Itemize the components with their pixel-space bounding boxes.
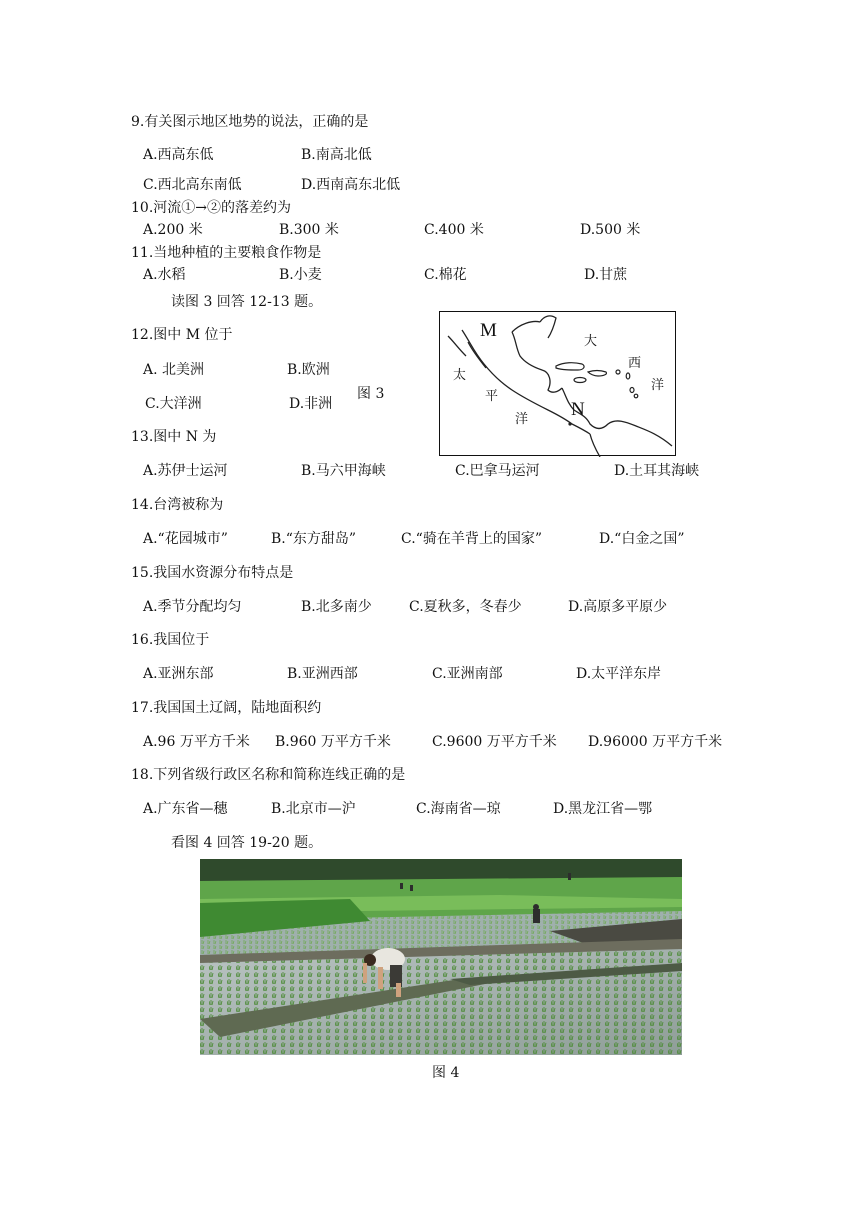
q16-option-c: C.亚洲南部 xyxy=(432,666,503,682)
map-label-atlantic-2: 西 xyxy=(628,356,642,371)
q12-option-c: C.大洋洲 xyxy=(145,396,202,412)
q18-option-a: A.广东省—穗 xyxy=(143,801,228,817)
map-label-m: M xyxy=(480,320,497,341)
q16-option-b: B.亚洲西部 xyxy=(287,666,358,682)
q17-option-a: A.96 万平方千米 xyxy=(143,734,250,750)
q11-option-a: A.水稻 xyxy=(143,267,186,283)
q18-option-d: D.黑龙江省—鄂 xyxy=(553,801,653,817)
q17-option-d: D.96000 万平方千米 xyxy=(588,734,723,750)
map-label-atlantic-3: 洋 xyxy=(651,378,665,393)
figure-3-caption: 图 3 xyxy=(357,386,385,402)
q17-option-c: C.9600 万平方千米 xyxy=(432,734,557,750)
q9-option-b: B.南高北低 xyxy=(301,147,372,163)
q12-option-a: A. 北美洲 xyxy=(143,362,205,378)
question-13-stem: 13.图中 N 为 xyxy=(131,429,217,445)
q9-option-d: D.西南高东北低 xyxy=(301,177,401,193)
figure-4-photo xyxy=(200,859,682,1055)
q15-option-a: A.季节分配均匀 xyxy=(143,599,242,615)
map-label-pacific-2: 平 xyxy=(485,389,499,404)
question-15-stem: 15.我国水资源分布特点是 xyxy=(131,565,294,581)
q15-option-b: B.北多南少 xyxy=(301,599,372,615)
q14-option-a: A.“花园城市” xyxy=(143,531,228,547)
q16-option-a: A.亚洲东部 xyxy=(143,666,214,682)
map-label-atlantic-1: 大 xyxy=(584,334,598,349)
question-18-stem: 18.下列省级行政区名称和简称连线正确的是 xyxy=(131,767,406,783)
q18-option-b: B.北京市—沪 xyxy=(271,801,356,817)
q14-option-b: B.“东方甜岛” xyxy=(271,531,357,547)
q11-option-d: D.甘蔗 xyxy=(584,267,628,283)
question-16-stem: 16.我国位于 xyxy=(131,632,210,648)
q12-option-b: B.欧洲 xyxy=(287,362,330,378)
map-label-pacific-1: 太 xyxy=(453,368,467,383)
q13-option-b: B.马六甲海峡 xyxy=(301,463,386,479)
question-11-stem: 11.当地种植的主要粮食作物是 xyxy=(131,245,322,261)
q13-option-d: D.土耳其海峡 xyxy=(614,463,700,479)
figure-3-map xyxy=(439,311,676,456)
q10-option-d: D.500 米 xyxy=(580,222,641,238)
q10-option-a: A.200 米 xyxy=(143,222,203,238)
q9-option-a: A.西高东低 xyxy=(143,147,214,163)
q17-option-b: B.960 万平方千米 xyxy=(275,734,391,750)
question-10-stem: 10.河流①→②的落差约为 xyxy=(131,200,291,216)
q14-option-c: C.“骑在羊背上的国家” xyxy=(401,531,542,547)
q14-option-d: D.“白金之国” xyxy=(599,531,685,547)
q10-option-b: B.300 米 xyxy=(279,222,339,238)
read-figure-4-instruction: 看图 4 回答 19-20 题。 xyxy=(171,835,323,851)
q10-option-c: C.400 米 xyxy=(424,222,484,238)
map-label-pacific-3: 洋 xyxy=(515,412,529,427)
read-figure-3-instruction: 读图 3 回答 12-13 题。 xyxy=(171,294,323,310)
q15-option-d: D.高原多平原少 xyxy=(568,599,668,615)
question-17-stem: 17.我国国土辽阔，陆地面积约 xyxy=(131,700,322,716)
question-12-stem: 12.图中 M 位于 xyxy=(131,327,233,343)
q11-option-c: C.棉花 xyxy=(424,267,467,283)
question-9-stem: 9.有关图示地区地势的说法，正确的是 xyxy=(131,114,369,130)
q11-option-b: B.小麦 xyxy=(279,267,322,283)
q13-option-c: C.巴拿马运河 xyxy=(455,463,540,479)
rice-paddy-photo xyxy=(200,859,682,1055)
figure-4-caption: 图 4 xyxy=(432,1065,460,1081)
q12-option-d: D.非洲 xyxy=(289,396,333,412)
central-america-map-drawing xyxy=(440,312,677,457)
q15-option-c: C.夏秋多，冬春少 xyxy=(409,599,522,615)
question-14-stem: 14.台湾被称为 xyxy=(131,497,224,513)
q16-option-d: D.太平洋东岸 xyxy=(576,666,662,682)
q9-option-c: C.西北高东南低 xyxy=(143,177,242,193)
q13-option-a: A.苏伊士运河 xyxy=(143,463,228,479)
q18-option-c: C.海南省—琼 xyxy=(416,801,501,817)
map-label-n: N xyxy=(571,399,585,420)
